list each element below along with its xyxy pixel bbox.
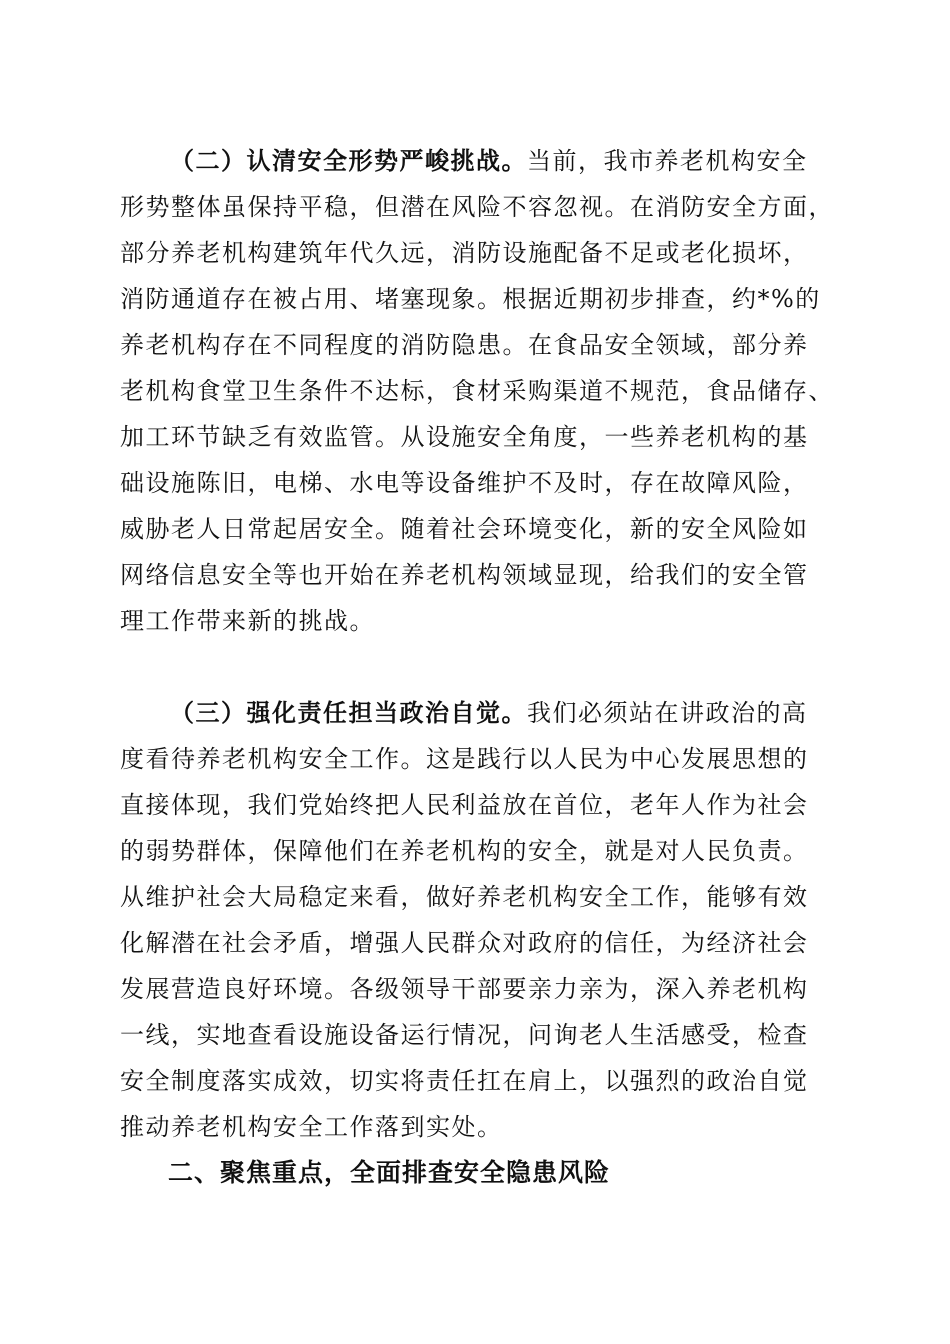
section-2-line-8: 威胁老人日常起居安全。随着社会环境变化，新的安全风险如	[120, 515, 809, 543]
section-2-line-3: 消防通道存在被占用、堵塞现象。根据近期初步排查，约*%的	[120, 285, 821, 313]
section-3-line-6: 发展营造良好环境。各级领导干部要亲力亲为，深入养老机构	[120, 975, 809, 1003]
section-2-line-7: 础设施陈旧，电梯、水电等设备维护不及时，存在故障风险，	[120, 469, 809, 497]
section-3-line-1: 度看待养老机构安全工作。这是践行以人民为中心发展思想的	[120, 745, 809, 773]
paragraph-line	[170, 690, 808, 736]
section-3-line-0: 我们必须站在讲政治的高	[527, 699, 808, 727]
section-heading: 二、聚焦重点，全面排查安全隐患风险	[168, 1158, 611, 1187]
section-2-line-5: 老机构食堂卫生条件不达标，食材采购渠道不规范，食品储存、	[120, 377, 834, 405]
section-3-lead: （三）强化责任担当政治自觉。	[170, 699, 527, 727]
section-3-line-7: 一线，实地查看设施设备运行情况，问询老人生活感受，检查	[120, 1021, 809, 1049]
section-2-lead: （二）认清安全形势严峻挑战。	[170, 147, 527, 175]
section-2-line-6: 加工环节缺乏有效监管。从设施安全角度，一些养老机构的基	[120, 423, 809, 451]
section-3-line-4: 从维护社会大局稳定来看，做好养老机构安全工作，能够有效	[120, 883, 809, 911]
section-3-line-5: 化解潜在社会矛盾，增强人民群众对政府的信任，为经济社会	[120, 929, 809, 957]
section-3-line-3: 的弱势群体，保障他们在养老机构的安全，就是对人民负责。	[120, 837, 809, 865]
section-3-line-2: 直接体现，我们党始终把人民利益放在首位，老年人作为社会	[120, 791, 809, 819]
section-2-line-0: 当前，我市养老机构安全	[527, 147, 808, 175]
section-3-line-8: 安全制度落实成效，切实将责任扛在肩上，以强烈的政治自觉	[120, 1067, 809, 1095]
section-2-line-1: 形势整体虽保持平稳，但潜在风险不容忽视。在消防安全方面，	[120, 193, 834, 221]
section-2-line-2: 部分养老机构建筑年代久远，消防设施配备不足或老化损坏，	[120, 239, 809, 267]
section-3-line-9: 推动养老机构安全工作落到实处。	[120, 1113, 503, 1141]
paragraph-line	[170, 138, 808, 184]
section-2-line-9: 网络信息安全等也开始在养老机构领域显现，给我们的安全管	[120, 561, 809, 589]
section-2-line-4: 养老机构存在不同程度的消防隐患。在食品安全领域，部分养	[120, 331, 809, 359]
section-2-line-10: 理工作带来新的挑战。	[120, 607, 375, 635]
